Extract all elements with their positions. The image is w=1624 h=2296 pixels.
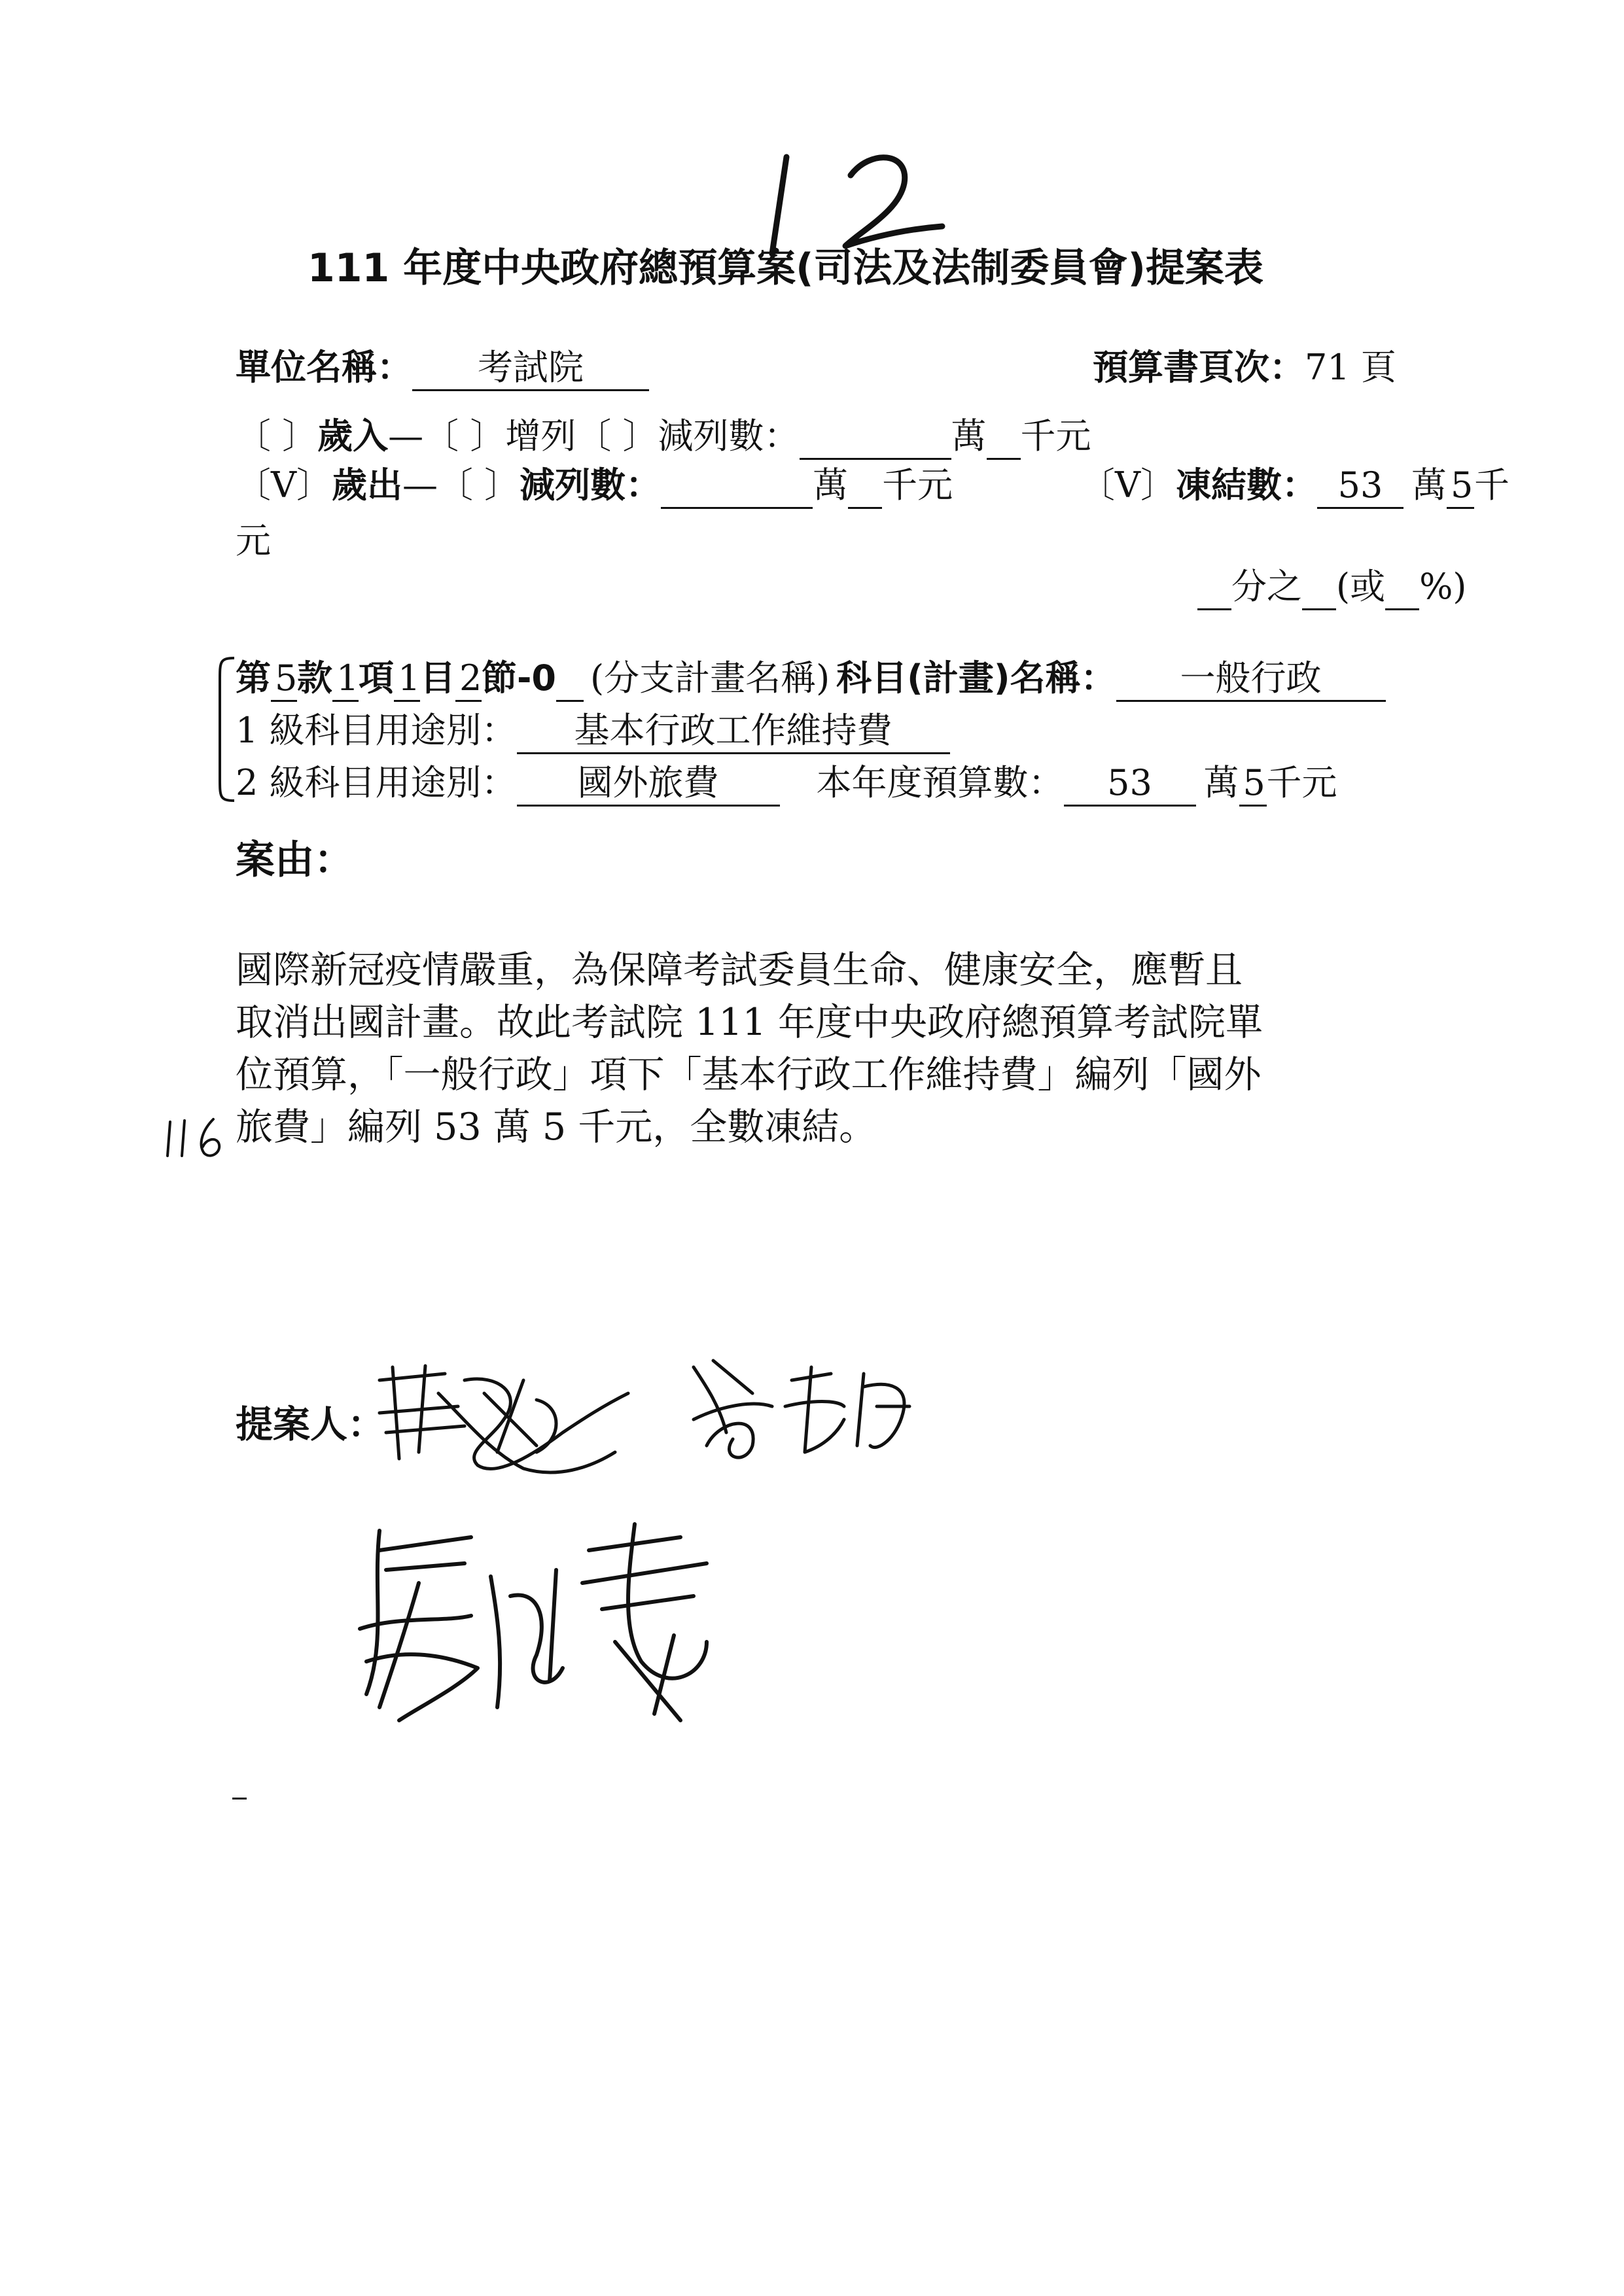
- fraction-numerator-blank: [1197, 569, 1231, 610]
- item-jie-blank: [556, 661, 584, 702]
- expense-decrease-label: 減列數：: [520, 464, 662, 506]
- handwritten-page-number: [752, 137, 949, 262]
- percent-blank: [1385, 569, 1419, 610]
- expense-checkbox: 〔V〕: [236, 464, 332, 506]
- item-jie: 節-0: [482, 657, 556, 699]
- item-di: 第: [236, 657, 271, 699]
- revenue-decrease-label: 減列數：: [658, 415, 800, 457]
- freeze-qian-unit: 千: [1474, 464, 1509, 506]
- percent-label: %): [1419, 566, 1467, 607]
- revenue-qian-blank: [987, 419, 1021, 460]
- item-mu-value: 1: [394, 661, 420, 702]
- revenue-decrease-checkbox: 〔 〕: [576, 415, 658, 457]
- level1-value: 基本行政工作維持費: [517, 713, 950, 754]
- freeze-qian-value: 5: [1447, 468, 1474, 509]
- revenue-wan-unit: 萬: [951, 415, 987, 457]
- expense-qian-unit: 千元: [882, 464, 953, 506]
- level2-row: [236, 762, 1337, 807]
- fraction-denominator-blank: [1302, 569, 1336, 610]
- freeze-wan-value: 53: [1317, 468, 1403, 509]
- margin-note-handwriting: [162, 1115, 234, 1161]
- revenue-checkbox: 〔 〕: [236, 415, 318, 457]
- budget-wan-unit: 萬: [1203, 762, 1239, 803]
- revenue-dash: —: [388, 415, 424, 457]
- freeze-label: 凍結數：: [1176, 464, 1317, 506]
- revenue-row: [236, 415, 1091, 460]
- reason-line-1: 國際新冠疫情嚴重，為保障考試委員生命、健康安全，應暫且: [236, 948, 1243, 992]
- expense-label: 歲出: [332, 464, 402, 506]
- page-ref-label: 預算書頁次：: [1093, 347, 1305, 388]
- reason-line-2: 取消出國計畫。故此考試院 111 年度中央政府總預算考試院單: [236, 1001, 1263, 1044]
- page-title: 111 年度中央政府總預算案(司法及法制委員會)提案表: [308, 245, 1263, 291]
- budget-qian-unit: 千元: [1266, 762, 1337, 803]
- revenue-wan-blank: [800, 419, 951, 460]
- budget-qian-value: 5: [1239, 765, 1267, 807]
- expense-wrap-yuan: 元: [236, 520, 271, 561]
- fraction-or-label: (或: [1336, 566, 1386, 607]
- unit-row: [236, 347, 649, 391]
- level2-value: 國外旅費: [517, 765, 780, 807]
- expense-decrease-checkbox: 〔 〕: [438, 464, 520, 506]
- freeze-row: [1080, 464, 1509, 509]
- signature-3: [340, 1511, 733, 1727]
- expense-qian-blank: [848, 468, 882, 509]
- reason-heading: 案由：: [236, 837, 353, 883]
- fraction-label: 分之: [1231, 566, 1302, 607]
- stray-mark: [232, 1798, 247, 1800]
- item-kuan-value: 5: [271, 661, 297, 702]
- item-kuan: 款: [297, 657, 332, 699]
- item-jie-value: 2: [455, 661, 482, 702]
- revenue-qian-unit: 千元: [1020, 415, 1091, 457]
- freeze-checkbox: 〔V〕: [1080, 464, 1176, 506]
- revenue-increase-label: 增列: [505, 415, 576, 457]
- budget-label: 本年度預算數：: [816, 762, 1064, 803]
- reason-line-3: 位預算，「一般行政」項下「基本行政工作維持費」編列「國外: [236, 1053, 1262, 1096]
- proposer-label: 提案人：: [236, 1403, 385, 1446]
- page-ref-value: 71 頁: [1305, 347, 1396, 388]
- item-row: [236, 657, 1386, 702]
- freeze-wan-unit: 萬: [1411, 464, 1447, 506]
- expense-row: [236, 464, 953, 509]
- fraction-row: [1197, 566, 1467, 610]
- item-xiang: 項: [359, 657, 394, 699]
- level1-label: 1 級科目用途別：: [236, 710, 517, 751]
- item-sub-plan: (分支計畫名稱): [590, 657, 830, 699]
- revenue-increase-checkbox: 〔 〕: [423, 415, 506, 457]
- item-mu: 目: [420, 657, 455, 699]
- revenue-label: 歲入: [317, 415, 389, 457]
- signature-1: [366, 1354, 641, 1485]
- page-ref-row: [1093, 347, 1396, 388]
- level2-label: 2 級科目用途別：: [236, 762, 517, 803]
- item-xiang-value: 1: [332, 661, 359, 702]
- subject-value: 一般行政: [1116, 661, 1386, 702]
- expense-wan-unit: 萬: [813, 464, 849, 506]
- level1-row: [236, 710, 950, 754]
- reason-line-4: 旅費」編列 53 萬 5 千元，全數凍結。: [236, 1105, 877, 1149]
- signature-2: [680, 1348, 929, 1472]
- expense-wan-blank: [661, 468, 813, 509]
- budget-wan-value: 53: [1064, 765, 1196, 807]
- unit-label: 單位名稱：: [236, 347, 412, 388]
- expense-dash: —: [402, 464, 438, 506]
- unit-value: 考試院: [412, 350, 649, 391]
- subject-label: 科目(計畫)名稱：: [836, 657, 1116, 699]
